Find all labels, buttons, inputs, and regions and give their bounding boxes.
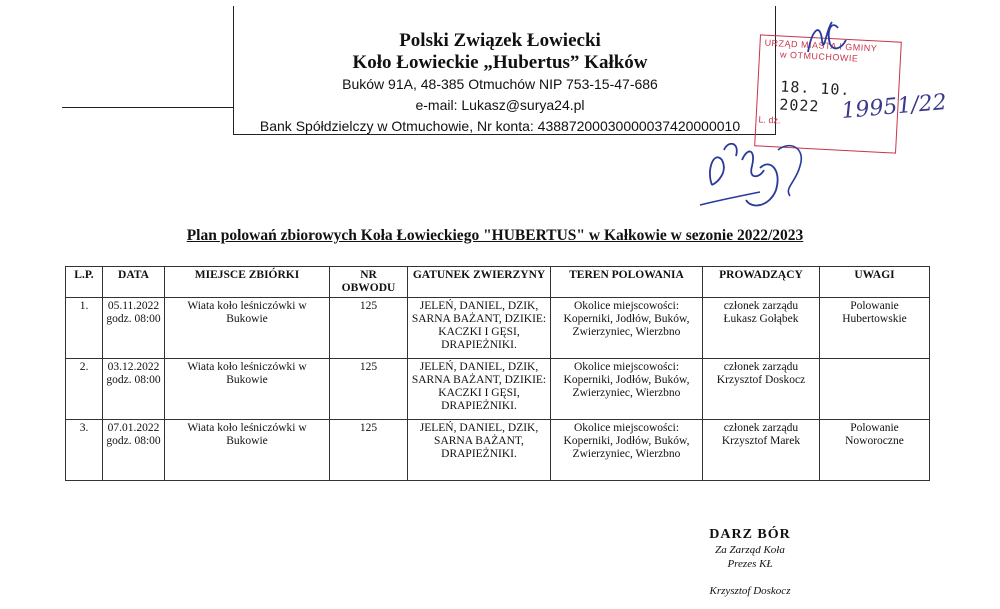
stamp-reg-number: 19951/22 <box>840 89 948 125</box>
cell-obwod: 125 <box>330 420 408 481</box>
cell-gatunek: JELEŃ, DANIEL, DZIK, SARNA BAŻANT, DZIKIE: KACZKI I GĘSI, DRAPIEŻNIKI. <box>408 298 551 359</box>
cell-miejsce: Wiata koło leśniczówki w Bukowie <box>165 298 330 359</box>
cell-lp: 2. <box>66 359 103 420</box>
cell-teren: Okolice miejscowości: Koperniki, Jodłów, Buków, Zwierzyniec, Wierzbno <box>551 420 703 481</box>
cell-teren: Okolice miejscowości: Koperniki, Jodłów, Buków, Zwierzyniec, Wierzbno <box>551 359 703 420</box>
president-line: Prezes KŁ <box>727 558 773 570</box>
letterhead <box>240 30 760 137</box>
cell-prowadzacy: członek zarządu Krzysztof Marek <box>703 420 820 481</box>
cell-lp: 1. <box>66 298 103 359</box>
stamp-date: 18. 10. 2022 <box>778 77 851 116</box>
col-header-teren: TEREN POLOWANIA <box>551 267 703 298</box>
cell-uwagi: Polowanie Hubertowskie <box>820 298 930 359</box>
cell-obwod: 125 <box>330 298 408 359</box>
cell-obwod: 125 <box>330 359 408 420</box>
cell-data: 03.12.2022 godz. 08:00 <box>103 359 165 420</box>
table-row <box>66 359 930 420</box>
table-header-row <box>66 267 930 298</box>
col-header-lp: L.P. <box>66 267 103 298</box>
col-header-obwod: NR OBWODU <box>330 267 408 298</box>
left-rule-line <box>62 107 234 108</box>
col-header-gatunek: GATUNEK ZWIERZYNY <box>408 267 551 298</box>
registry-stamp <box>754 34 948 153</box>
stamp-reg-label: L. dz. <box>758 114 781 126</box>
table-row <box>66 298 930 359</box>
cell-miejsce: Wiata koło leśniczówki w Bukowie <box>165 359 330 420</box>
address-line: Buków 91A, 48-385 Otmuchów NIP 753-15-47-686 <box>342 76 658 92</box>
hunt-plan-table <box>65 266 930 481</box>
table-row <box>66 420 930 481</box>
cell-data: 05.11.2022 godz. 08:00 <box>103 298 165 359</box>
cell-gatunek: JELEŃ, DANIEL, DZIK, SARNA BAŻANT, DRAPIEŻNIKI. <box>408 420 551 481</box>
org-name: Polski Związek Łowiecki <box>399 30 601 51</box>
col-header-prowadzacy: PROWADZĄCY <box>703 267 820 298</box>
cell-prowadzacy: członek zarządu Krzysztof Doskocz <box>703 359 820 420</box>
cell-miejsce: Wiata koło leśniczówki w Bukowie <box>165 420 330 481</box>
greeting: DARZ BÓR <box>709 527 791 542</box>
header-frame-left-line <box>233 6 234 134</box>
stamp-city-line: w OTMUCHOWIE <box>779 49 859 64</box>
cell-teren: Okolice miejscowości: Koperniki, Jodłów, Buków, Zwierzyniec, Wierzbno <box>551 298 703 359</box>
document-title: Plan polowań zbiorowych Koła Łowieckiego "HUBERTUS" w Kałkowie w sezonie 2022/2023 <box>186 227 804 244</box>
cell-lp: 3. <box>66 420 103 481</box>
board-line: Za Zarząd Koła <box>715 544 785 556</box>
cell-uwagi: Polowanie Noworoczne <box>820 420 930 481</box>
cell-uwagi <box>820 359 930 420</box>
signature-block <box>640 527 860 597</box>
signer-name: Krzysztof Doskocz <box>709 585 791 597</box>
club-name: Koło Łowieckie „Hubertus” Kałków <box>352 52 648 73</box>
cell-prowadzacy: członek zarządu Łukasz Gołąbek <box>703 298 820 359</box>
email-line: e-mail: Lukasz@surya24.pl <box>415 97 585 113</box>
cell-data: 07.01.2022 godz. 08:00 <box>103 420 165 481</box>
col-header-miejsce: MIEJSCE ZBIÓRKI <box>165 267 330 298</box>
cell-gatunek: JELEŃ, DANIEL, DZIK, SARNA BAŻANT, DZIKIE: KACZKI I GĘSI, DRAPIEŻNIKI. <box>408 359 551 420</box>
col-header-data: DATA <box>103 267 165 298</box>
stamp-office-line: URZĄD MIASTA I GMINY <box>764 37 878 54</box>
col-header-uwagi: UWAGI <box>820 267 930 298</box>
bank-line: Bank Spółdzielczy w Otmuchowie, Nr konta: 43887200030000037420000010 <box>259 118 741 134</box>
